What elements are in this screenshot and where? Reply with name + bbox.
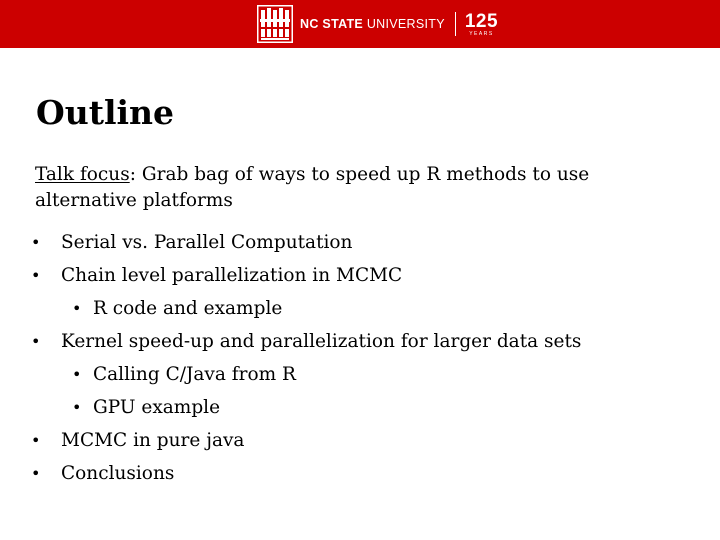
bullet-marker: • [31,332,41,351]
outline-item-text: Calling C/Java from R [93,364,296,385]
bullet-marker: • [72,398,82,417]
logo-divider [455,12,456,36]
wordmark-light: UNIVERSITY [363,16,445,31]
outline-item-text: Chain level parallelization in MCMC [61,265,403,286]
header-bar [0,0,720,48]
outline-subitem [0,391,720,424]
outline-item-text: R code and example [93,298,283,319]
outline-item-text: Kernel speed-up and parallelization for larger data sets [61,331,582,352]
nc-state-brick-logo-icon [257,5,293,43]
outline-item [0,226,720,259]
outline-item-text: Serial vs. Parallel Computation [61,232,353,253]
talk-focus-paragraph [35,162,685,214]
wordmark-bold: NC STATE [300,16,364,31]
bullet-marker: • [31,266,41,285]
outline-item [0,325,720,358]
bullet-marker: • [31,233,41,252]
outline-item-text: MCMC in pure java [61,430,245,451]
anniversary-mark [465,12,498,37]
outline-subitem [0,292,720,325]
anniversary-number: 125 [464,10,499,32]
talk-focus-label: Talk focus [35,164,130,185]
bullet-marker: • [72,365,82,384]
nc-state-logo [257,5,498,43]
university-wordmark [300,18,445,31]
bullet-marker: • [72,299,82,318]
outline-item [0,457,720,490]
outline-subitem [0,358,720,391]
bullet-marker: • [31,464,41,483]
outline-item [0,424,720,457]
anniversary-label: YEARS [469,30,494,37]
outline-item [0,259,720,292]
outline-item-text: Conclusions [61,463,175,484]
outline-list [0,226,720,490]
slide-title: Outline [36,93,175,132]
bullet-marker: • [31,431,41,450]
outline-item-text: GPU example [93,397,221,418]
talk-focus-text: : Grab bag of ways to speed up R methods to use alternative platforms [35,164,590,211]
